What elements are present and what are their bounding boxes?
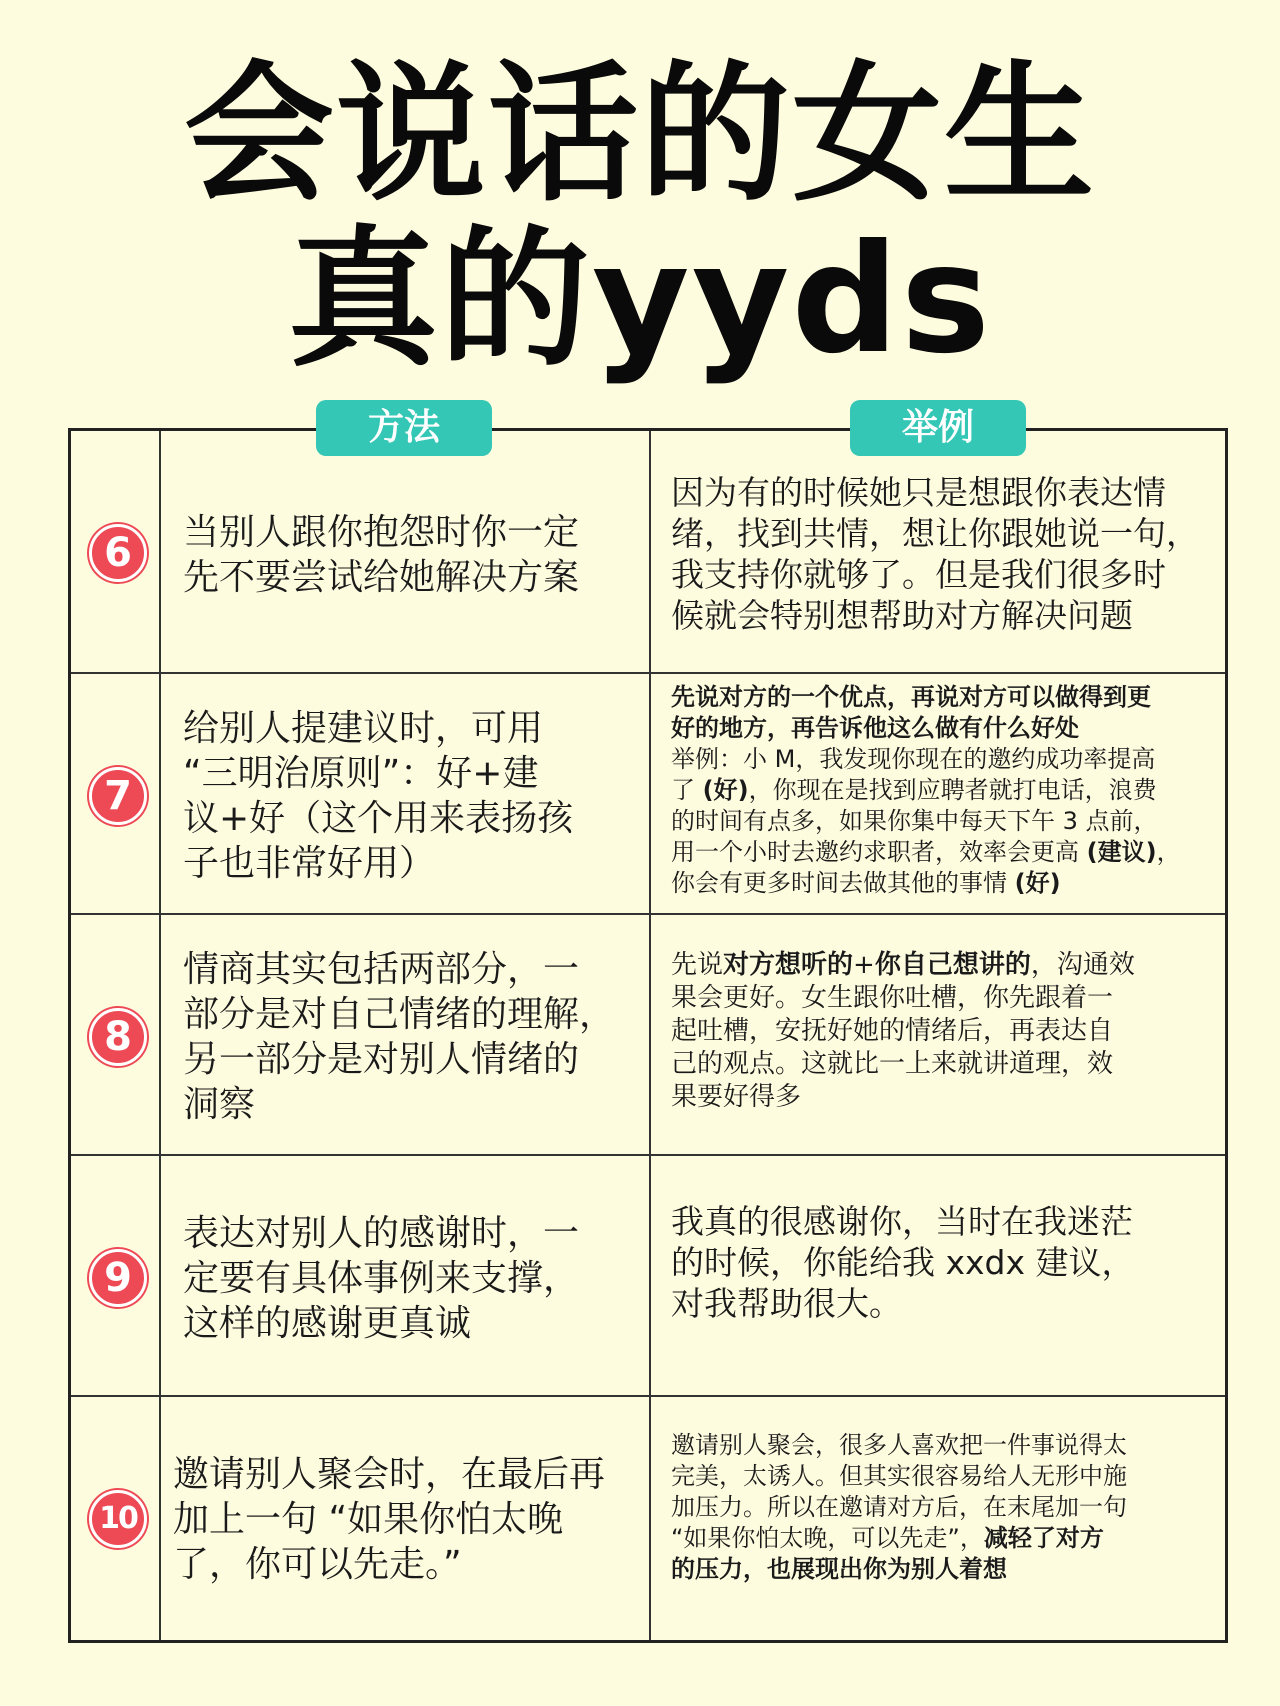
page-title-line2: 真的yyds xyxy=(287,213,993,387)
example-header-pill: 举例 xyxy=(850,400,1026,456)
method-text: 表达对别人的感谢时，一 定要有具体事例来支撑， 这样的感谢更真诚 xyxy=(183,1213,580,1344)
example-text-part: ， 你会有更多时间去做其他的事情 xyxy=(671,838,1181,897)
method-text: 邀请别人聚会时，在最后再 加上一句 “如果你怕太晚 了，你可以先走。” xyxy=(173,1454,606,1585)
tips-table xyxy=(68,428,1228,1643)
example-bold-text: (好) xyxy=(1014,869,1061,897)
example-bold-text: (建议) xyxy=(1086,838,1157,866)
example-bold-text: 减轻了对方 的压力，也展现出你为别人着想 xyxy=(671,1524,1104,1583)
example-text-part: 举例：小 M，我发现你现在的邀约成功率提高 了 xyxy=(671,745,1156,804)
example-text-part: 先说 xyxy=(671,950,724,980)
example-text xyxy=(671,682,1219,899)
example-text xyxy=(671,1430,1219,1585)
example-text xyxy=(671,949,1219,1114)
example-text: 因为有的时候她只是想跟你表达情 绪，找到共情，想让你跟她说一句， 我支持你就够了。但是我们很多时 候就会特别想帮助对方解决问题 xyxy=(671,473,1199,635)
number-badge: 7 xyxy=(89,767,147,825)
table-row xyxy=(71,431,1225,672)
table-row xyxy=(71,1395,1225,1645)
example-text-part: ，你现在是找到应聘者就打电话，浪费 的时间有点多，如果你集中每天下午 3 点前， 用一个小时去邀约求职者，效率会更高 xyxy=(671,776,1158,866)
method-text: 情商其实包括两部分，一 部分是对自己情绪的理解， 另一部分是对别人情绪的 洞察 xyxy=(183,949,616,1125)
example-text: 我真的很感谢你，当时在我迷茫 的时候，你能给我 xxdx 建议， 对我帮助很大。 xyxy=(671,1202,1135,1323)
example-bold-text: 对方想听的 xyxy=(723,950,854,980)
number-badge: 6 xyxy=(89,524,147,582)
example-bold-text: (好) xyxy=(702,776,749,804)
example-text-part: 邀请别人聚会，很多人喜欢把一件事说得太 完美，太诱人。但其实很容易给人无形中施 加压力。所以在邀请对方后，在末尾加一句 “如果你怕太晚，可以先走”， xyxy=(671,1431,1127,1552)
method-text: 当别人跟你抱怨时你一定 先不要尝试给她解决方案 xyxy=(183,512,580,598)
method-header-pill: 方法 xyxy=(316,400,492,456)
example-bold-text: 先说对方的一个优点，再说对方可以做得到更 好的地方，再告诉他这么做有什么好处 xyxy=(671,683,1151,742)
table-row xyxy=(71,913,1225,1156)
table-row xyxy=(71,672,1225,915)
number-badge: 10 xyxy=(89,1490,147,1548)
table-row xyxy=(71,1154,1225,1397)
page-title-line1: 会说话的女生 xyxy=(183,48,1096,222)
example-text-part: + xyxy=(853,950,875,980)
number-badge: 9 xyxy=(89,1249,147,1307)
method-text: 给别人提建议时，可用 “三明治原则”：好+建 议+好（这个用来表扬孩 子也非常好用） xyxy=(183,708,574,884)
example-bold-text: 你自己想讲的 xyxy=(874,950,1031,980)
number-badge: 8 xyxy=(89,1008,147,1066)
example-text-part: ，沟通效 果会更好。女生跟你吐槽，你先跟着一 起吐槽，安抚好她的情绪后，再表达自 己的观点。这就比一上来就讲道理，效 果要好得多 xyxy=(671,950,1135,1112)
